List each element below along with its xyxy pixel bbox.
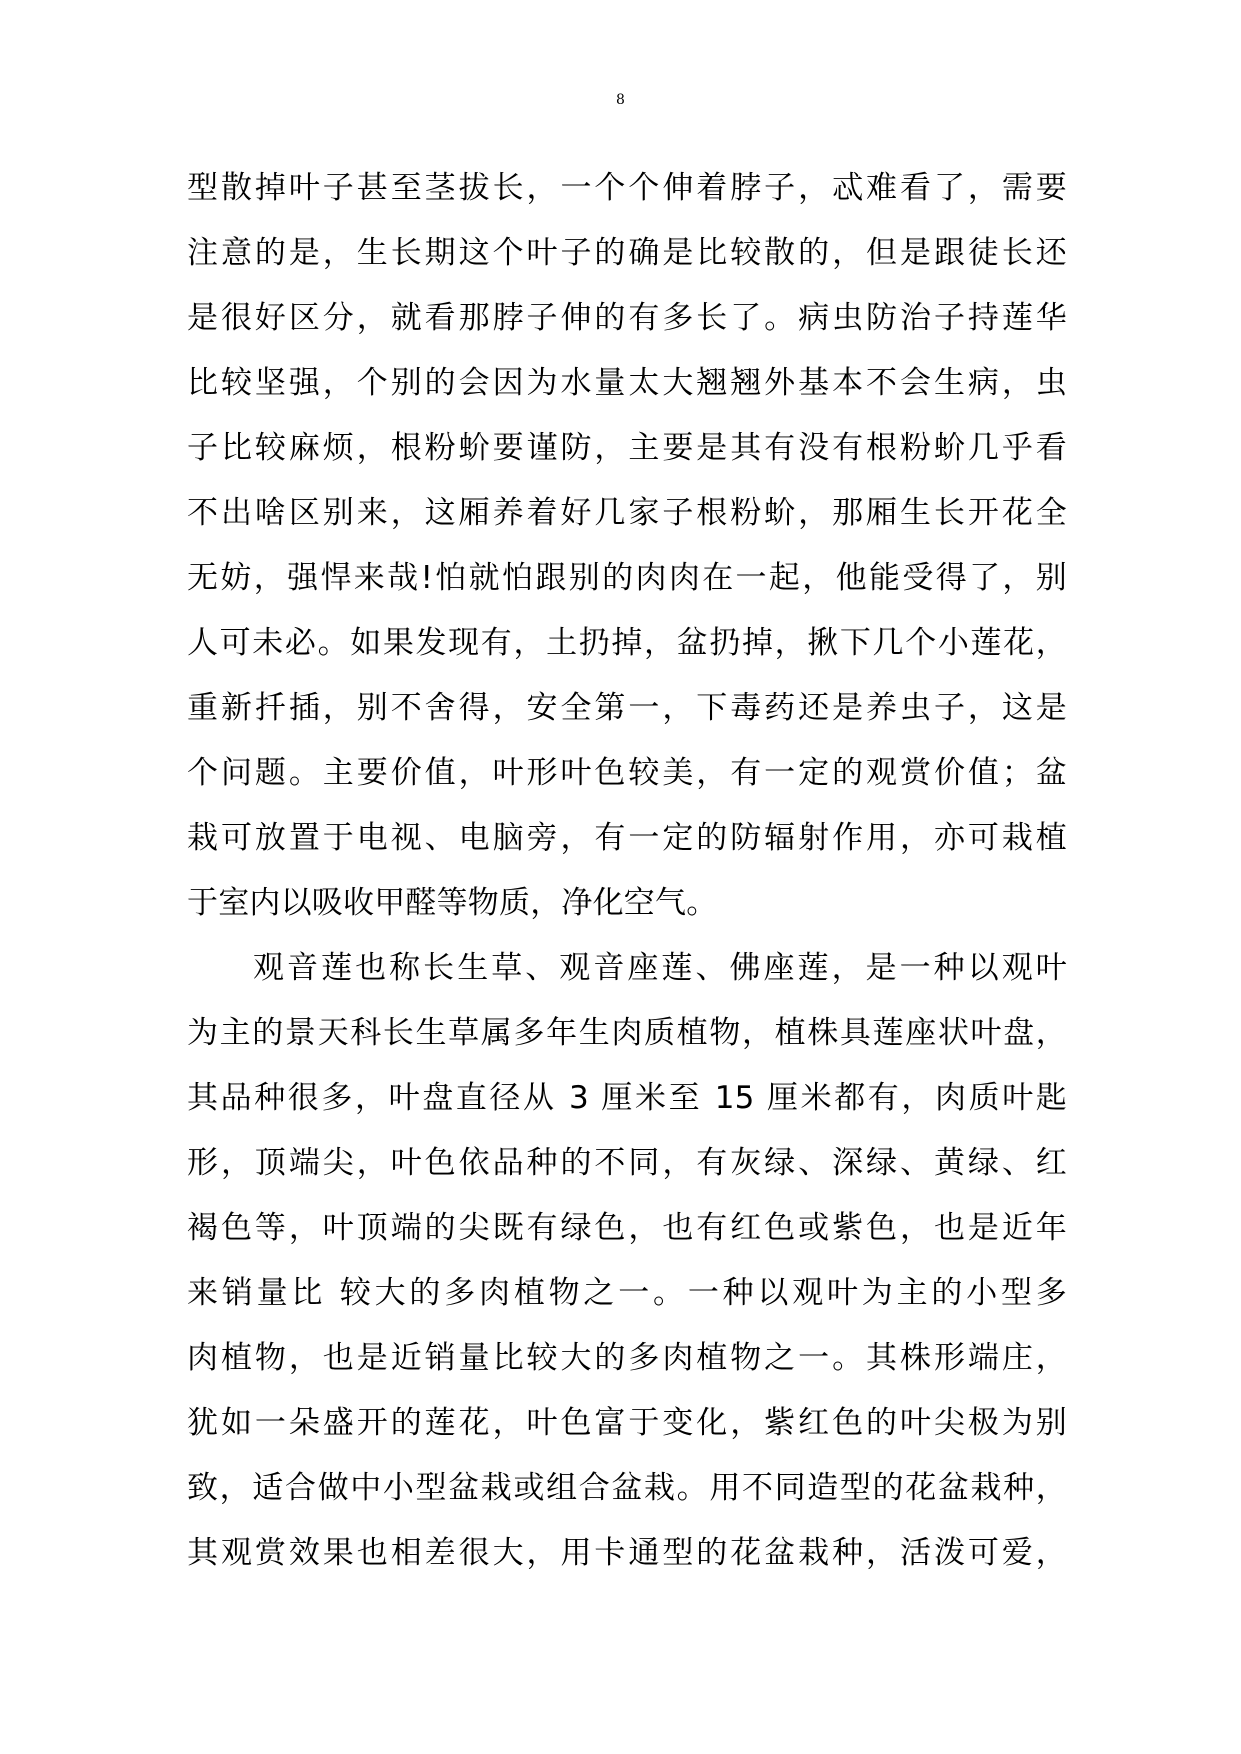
text-line: 无妨，强悍来哉!怕就怕跟别的肉肉在一起，他能受得了，别 — [187, 560, 1067, 596]
text-line: 于室内以吸收甲醛等物质，净化空气。 — [187, 885, 718, 921]
text-line: 栽可放置于电视、电脑旁，有一定的防辐射作用，亦可栽植 — [187, 820, 1067, 856]
text-line: 其品种很多，叶盘直径从 3 厘米至 15 厘米都有，肉质叶匙 — [187, 1080, 1067, 1116]
text-line: 其观赏效果也相差很大，用卡通型的花盆栽种，活泼可爱， — [187, 1535, 1067, 1571]
text-line: 比较坚强，个别的会因为水量太大翘翘外基本不会生病，虫 — [187, 365, 1067, 401]
text-line: 人可未必。如果发现有，土扔掉，盆扔掉，揪下几个小莲花， — [187, 625, 1067, 661]
page-number: 8 — [616, 92, 625, 108]
text-line: 肉植物，也是近销量比较大的多肉植物之一。其株形端庄， — [187, 1340, 1067, 1376]
text-line: 形，顶端尖，叶色依品种的不同，有灰绿、深绿、黄绿、红 — [187, 1145, 1067, 1181]
text-line: 不出啥区别来，这厢养着好几家子根粉蚧，那厢生长开花全 — [187, 495, 1067, 531]
body-text — [187, 156, 1067, 1586]
text-line: 子比较麻烦，根粉蚧要谨防，主要是其有没有根粉蚧几乎看 — [187, 430, 1067, 466]
text-line: 来销量比 较大的多肉植物之一。一种以观叶为主的小型多 — [187, 1275, 1067, 1311]
text-line: 褐色等，叶顶端的尖既有绿色，也有红色或紫色，也是近年 — [187, 1210, 1067, 1246]
text-line: 注意的是，生长期这个叶子的确是比较散的，但是跟徒长还 — [187, 235, 1067, 271]
text-line: 型散掉叶子甚至茎拔长，一个个伸着脖子，忒难看了，需要 — [187, 170, 1067, 206]
text-line: 犹如一朵盛开的莲花，叶色富于变化，紫红色的叶尖极为别 — [187, 1405, 1067, 1441]
text-line: 个问题。主要价值，叶形叶色较美，有一定的观赏价值；盆 — [187, 755, 1067, 791]
text-line: 是很好区分，就看那脖子伸的有多长了。病虫防治子持莲华 — [187, 300, 1067, 336]
text-line: 为主的景天科长生草属多年生肉质植物，植株具莲座状叶盘， — [187, 1015, 1067, 1051]
text-line: 重新扦插，别不舍得，安全第一，下毒药还是养虫子，这是 — [187, 690, 1067, 726]
text-line: 观音莲也称长生草、观音座莲、佛座莲，是一种以观叶 — [253, 950, 1067, 986]
text-line: 致，适合做中小型盆栽或组合盆栽。用不同造型的花盆栽种， — [187, 1470, 1067, 1506]
